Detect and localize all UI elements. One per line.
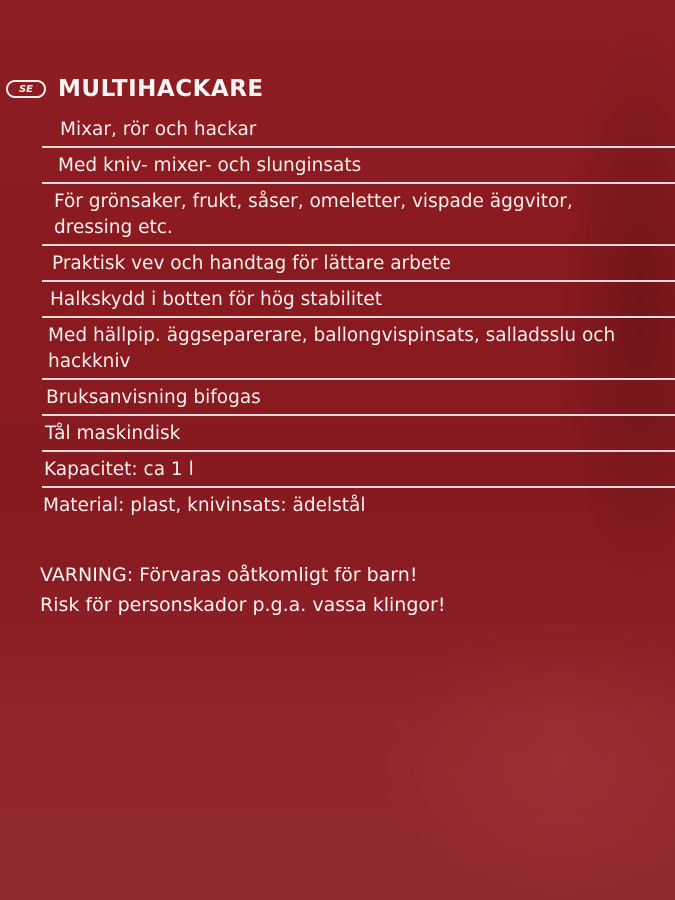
list-item: Material: plast, knivinsats: ädelstål [43, 495, 366, 516]
feature-list [42, 112, 675, 522]
list-item: För grönsaker, frukt, såser, omeletter, vispade äggvitor, dressing etc. [42, 184, 675, 246]
list-item: Praktisk vev och handtag för lättare arbete [42, 246, 675, 282]
language-badge: SE [6, 80, 46, 98]
warning-line: VARNING: Förvaras oåtkomligt för barn! [40, 564, 418, 586]
list-item: Kapacitet: ca 1 l [42, 452, 675, 488]
list-item: Halkskydd i botten för hög stabilitet [42, 282, 675, 318]
list-item: Mixar, rör och hackar [42, 112, 675, 148]
product-title: MULTIHACKARE [58, 76, 264, 102]
glossy-reflection [0, 640, 675, 900]
warning-text [40, 560, 445, 620]
heading-row [6, 76, 264, 102]
warning-line: Risk för personskador p.g.a. vassa klingor! [40, 594, 446, 616]
list-item: Tål maskindisk [42, 416, 675, 452]
list-item: Bruksanvisning bifogas [42, 380, 675, 416]
list-item: Med kniv- mixer- och slunginsats [42, 148, 675, 184]
list-item: Med hällpip. äggseparerare, ballongvispinsats, salladsslu och hackkniv [42, 318, 675, 380]
